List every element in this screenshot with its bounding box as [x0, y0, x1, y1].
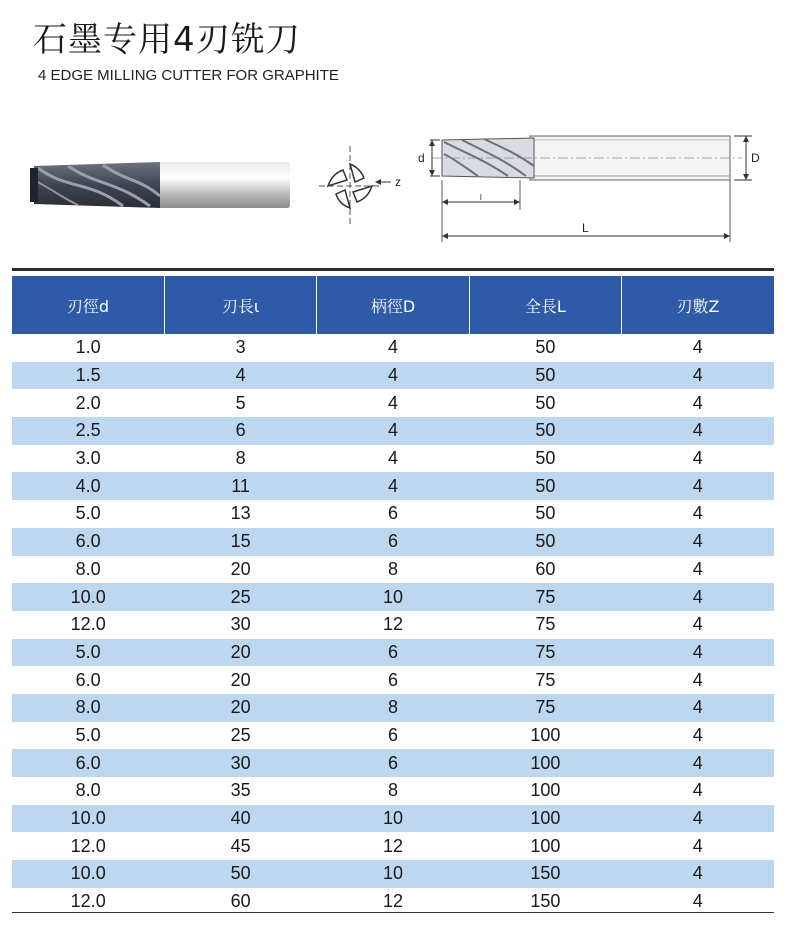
table-cell: 6 — [387, 724, 398, 745]
table-row — [12, 528, 774, 556]
table-row — [12, 666, 774, 694]
table-cell: 75 — [535, 669, 556, 690]
table-cell: 4 — [622, 583, 774, 611]
table-cell: 5.0 — [75, 724, 101, 745]
table-cell: 50 — [535, 392, 556, 413]
table-cell: 4 — [622, 362, 774, 390]
table-cell: 75 — [469, 583, 621, 611]
table-cell: 10 — [317, 805, 469, 833]
table-cell: 4 — [692, 614, 703, 635]
table-cell: 20 — [230, 558, 251, 579]
table-cell: 4 — [692, 891, 703, 912]
header-blade-length: 刃長ι — [164, 276, 316, 334]
table-cell: 4 — [622, 694, 774, 722]
header-blade-diameter: 刃徑d — [12, 276, 164, 334]
table-cell: 50 — [535, 448, 556, 469]
table-row — [12, 556, 774, 584]
table-cell: 75 — [469, 639, 621, 667]
table-cell: 20 — [164, 639, 316, 667]
table-cell: 6.0 — [12, 749, 164, 777]
table-row — [12, 417, 774, 445]
table-cell: 100 — [469, 805, 621, 833]
l-label: l — [480, 193, 482, 202]
table-cell: 12.0 — [70, 891, 106, 912]
section-divider — [12, 268, 774, 271]
table-cell: 6 — [317, 639, 469, 667]
table-cell: 35 — [230, 780, 251, 801]
product-drawings — [0, 120, 790, 260]
table-cell: 8 — [317, 694, 469, 722]
table-cell: 45 — [230, 835, 251, 856]
table-cell: 4.0 — [12, 472, 164, 500]
table-cell: 5.0 — [12, 639, 164, 667]
table-cell: 8.0 — [12, 694, 164, 722]
table-cell: 30 — [164, 749, 316, 777]
table-row — [12, 805, 774, 833]
table-cell: 6 — [317, 528, 469, 556]
table-cell: 4 — [692, 448, 703, 469]
table-cell: 4 — [692, 835, 703, 856]
table-cell: 4 — [387, 392, 398, 413]
table-row — [12, 362, 774, 390]
table-cell: 8 — [387, 780, 398, 801]
table-cell: 4 — [387, 337, 398, 358]
L-label: L — [582, 221, 589, 235]
table-cell: 8 — [387, 558, 398, 579]
table-cell: 100 — [530, 724, 561, 745]
table-cell: 4 — [692, 669, 703, 690]
table-bottom-border — [12, 912, 774, 913]
header-overall-length: 全長L — [469, 276, 621, 334]
table-cell: 10 — [317, 860, 469, 888]
end-mill-photo — [28, 160, 293, 210]
table-cell: 4 — [317, 362, 469, 390]
table-cell: 13 — [230, 503, 251, 524]
table-cell: 2.5 — [12, 417, 164, 445]
table-row — [12, 583, 774, 611]
table-cell: 50 — [469, 528, 621, 556]
side-view-diagram — [412, 130, 767, 250]
table-cell: 15 — [164, 528, 316, 556]
table-row — [12, 611, 774, 639]
table-cell: 10.0 — [12, 860, 164, 888]
table-cell: 12.0 — [70, 614, 106, 635]
table-cell: 4 — [622, 639, 774, 667]
table-row — [12, 639, 774, 667]
table-cell: 6.0 — [75, 669, 101, 690]
table-cell: 3.0 — [75, 448, 101, 469]
table-cell: 6 — [387, 669, 398, 690]
end-view-diagram — [315, 142, 410, 230]
table-cell: 4 — [692, 780, 703, 801]
table-cell: 6 — [317, 749, 469, 777]
table-cell: 4 — [622, 805, 774, 833]
table-cell: 4 — [387, 448, 398, 469]
table-cell: 75 — [469, 694, 621, 722]
table-cell: 75 — [535, 614, 556, 635]
table-cell: 4 — [164, 362, 316, 390]
table-cell: 11 — [164, 472, 316, 500]
table-cell: 150 — [469, 860, 621, 888]
table-cell: 100 — [530, 780, 561, 801]
table-cell: 3 — [235, 337, 246, 358]
table-cell: 100 — [469, 749, 621, 777]
table-cell: 60 — [535, 558, 556, 579]
table-cell: 10.0 — [12, 805, 164, 833]
table-cell: 20 — [164, 694, 316, 722]
table-cell: 2.0 — [75, 392, 101, 413]
table-cell: 50 — [535, 503, 556, 524]
table-cell: 50 — [535, 337, 556, 358]
table-cell: 50 — [469, 472, 621, 500]
table-cell: 4 — [622, 860, 774, 888]
table-cell: 4 — [692, 558, 703, 579]
table-cell: 40 — [164, 805, 316, 833]
table-cell: 8.0 — [75, 558, 101, 579]
table-cell: 8.0 — [75, 780, 101, 801]
table-cell: 4 — [622, 417, 774, 445]
table-row — [12, 694, 774, 722]
table-cell: 50 — [164, 860, 316, 888]
table-cell: 4 — [692, 337, 703, 358]
page-title: 石墨专用4刃铣刀 — [33, 20, 301, 60]
spec-table — [12, 276, 774, 915]
table-cell: 20 — [230, 669, 251, 690]
table-cell: 1.0 — [75, 337, 101, 358]
table-cell: 6.0 — [12, 528, 164, 556]
table-cell: 4 — [317, 417, 469, 445]
table-row — [12, 749, 774, 777]
table-cell: 60 — [230, 891, 251, 912]
table-row — [12, 389, 774, 417]
table-cell: 4 — [622, 749, 774, 777]
table-cell: 12 — [382, 835, 403, 856]
z-label: z — [395, 175, 401, 189]
table-cell: 12.0 — [70, 835, 106, 856]
table-cell: 4 — [692, 724, 703, 745]
table-row — [12, 334, 774, 362]
D-label: D — [751, 151, 760, 165]
table-cell: 6 — [387, 503, 398, 524]
table-row — [12, 500, 774, 528]
table-cell: 4 — [317, 472, 469, 500]
table-cell: 4 — [622, 472, 774, 500]
table-row — [12, 832, 774, 860]
table-row — [12, 860, 774, 888]
header-flute-count: 刃數Z — [622, 276, 774, 334]
table-cell: 100 — [530, 835, 561, 856]
table-row — [12, 777, 774, 805]
table-cell: 10.0 — [12, 583, 164, 611]
table-cell: 12 — [382, 614, 403, 635]
d-label: d — [418, 151, 425, 165]
table-cell: 12 — [382, 891, 403, 912]
table-cell: 25 — [164, 583, 316, 611]
page-subtitle: 4 EDGE MILLING CUTTER FOR GRAPHITE — [38, 67, 339, 84]
table-cell: 50 — [469, 417, 621, 445]
table-cell: 5.0 — [75, 503, 101, 524]
table-cell: 5 — [235, 392, 246, 413]
table-row — [12, 472, 774, 500]
table-row — [12, 722, 774, 750]
table-cell: 150 — [530, 891, 561, 912]
table-cell: 6 — [164, 417, 316, 445]
table-cell: 1.5 — [12, 362, 164, 390]
table-header-row — [12, 276, 774, 334]
table-cell: 25 — [230, 724, 251, 745]
header-shank-diameter: 柄徑D — [317, 276, 469, 334]
table-cell: 4 — [622, 528, 774, 556]
table-cell: 50 — [469, 362, 621, 390]
table-cell: 30 — [230, 614, 251, 635]
table-row — [12, 445, 774, 473]
table-cell: 8 — [235, 448, 246, 469]
table-cell: 10 — [317, 583, 469, 611]
table-cell: 4 — [692, 392, 703, 413]
table-cell: 4 — [692, 503, 703, 524]
